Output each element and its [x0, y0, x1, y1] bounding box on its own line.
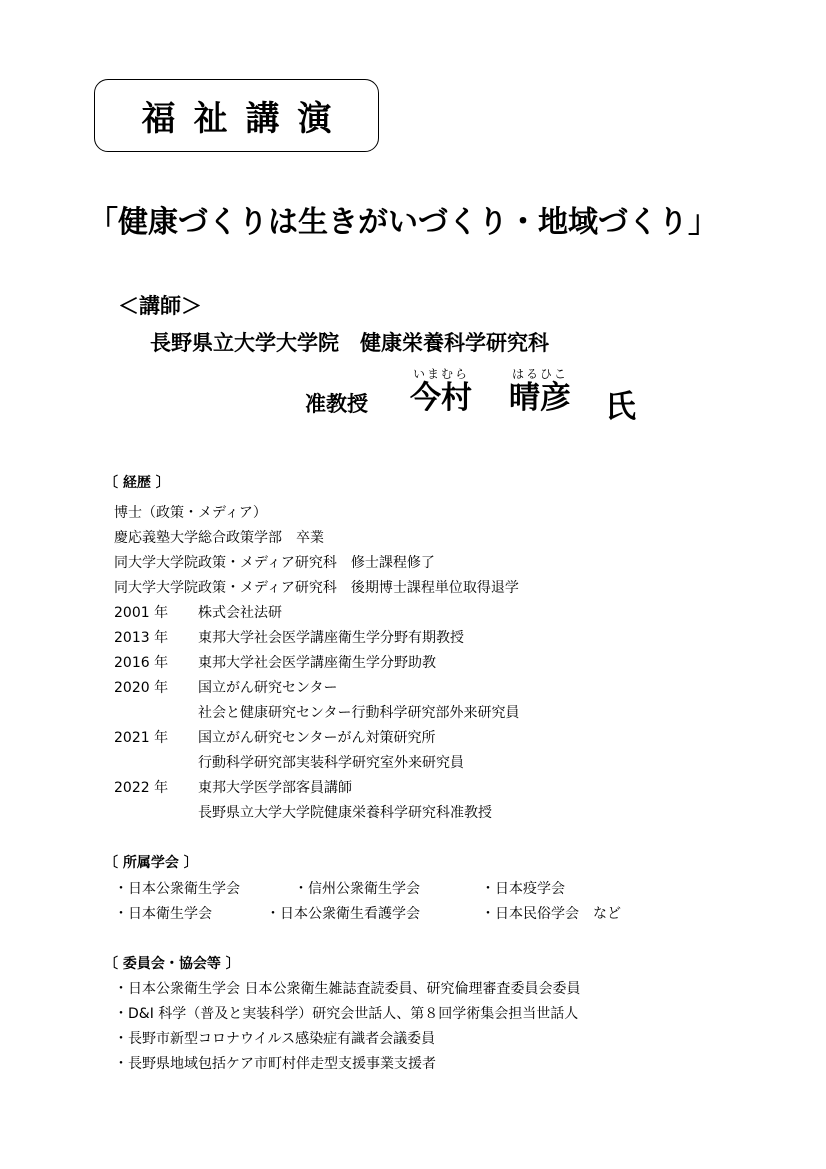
career-education-line: 同大学大学院政策・メディア研究科 修士課程修了	[114, 555, 435, 571]
career-text-continued: 行動科学研究部実装科学研究室外来研究員	[198, 755, 464, 771]
society-item: ・日本衛生学会	[114, 906, 212, 922]
header-box	[94, 79, 379, 152]
career-heading: 〔 経歴 〕	[104, 475, 170, 491]
society-item: ・信州公衆衛生学会	[294, 881, 420, 897]
committee-item: ・D&I 科学（普及と実装科学）研究会世話人、第８回学術集会担当世話人	[114, 1006, 579, 1022]
lecturer-family-name	[409, 365, 473, 415]
family-name-ruby: いまむら	[412, 367, 469, 381]
society-item: ・日本疫学会	[481, 881, 565, 897]
lecture-title: 「健康づくりは生きがいづくり・地域づくり」	[88, 205, 718, 240]
society-item: ・日本民俗学会 など	[481, 906, 621, 922]
career-text-continued: 長野県立大学大学院健康栄養科学研究科准教授	[198, 805, 492, 821]
career-text: 東邦大学社会医学講座衛生学分野有期教授	[198, 630, 464, 646]
committees-heading: 〔 委員会・協会等 〕	[104, 956, 240, 972]
career-text: 国立がん研究センターがん対策研究所	[198, 730, 436, 746]
society-item: ・日本公衆衛生学会	[114, 881, 240, 897]
career-education-line: 博士（政策・メディア）	[114, 505, 267, 521]
career-entry	[114, 777, 352, 797]
page-title: 福祉講演	[141, 99, 350, 139]
career-entry	[114, 677, 337, 697]
societies-heading: 〔 所属学会 〕	[104, 855, 198, 871]
career-year: 2016 年	[114, 655, 169, 671]
lecturer-given-name	[505, 365, 575, 415]
career-entry	[114, 627, 464, 647]
given-name-ruby: はるひこ	[511, 367, 568, 381]
committee-item: ・長野県地域包括ケア市町村伴走型支援事業支援者	[114, 1056, 436, 1072]
career-year: 2022 年	[114, 780, 169, 796]
career-entry	[114, 727, 435, 747]
career-education-line: 同大学大学院政策・メディア研究科 後期博士課程単位取得退学	[114, 580, 519, 596]
committee-item: ・長野市新型コロナウイルス感染症有識者会議委員	[114, 1031, 436, 1047]
society-item: ・日本公衆衛生看護学会	[266, 906, 420, 922]
career-text-continued: 社会と健康研究センター行動科学研究部外来研究員	[198, 705, 520, 721]
career-entry	[114, 652, 436, 672]
committee-item: ・日本公衆衛生学会 日本公衆衛生雑誌査読委員、研究倫理審査委員会委員	[114, 981, 581, 997]
career-education-line: 慶応義塾大学総合政策学部 卒業	[114, 530, 324, 546]
career-text: 株式会社法研	[198, 605, 282, 621]
family-name-text: 今村	[410, 380, 472, 416]
career-year: 2020 年	[114, 680, 169, 696]
career-text: 東邦大学医学部客員講師	[198, 780, 352, 796]
lecturer-honorific: 氏	[605, 389, 636, 425]
lecturer-heading: ＜講師＞	[118, 294, 202, 318]
career-year: 2001 年	[114, 605, 169, 621]
career-text: 東邦大学社会医学講座衛生学分野助教	[198, 655, 436, 671]
career-text: 国立がん研究センター	[198, 680, 338, 696]
lecturer-position: 准教授	[305, 392, 368, 416]
given-name-text: 晴彦	[509, 380, 571, 416]
lecturer-affiliation: 長野県立大学大学院 健康栄養科学研究科	[150, 331, 549, 355]
career-year: 2013 年	[114, 630, 169, 646]
career-year: 2021 年	[114, 730, 169, 746]
career-entry	[114, 602, 282, 622]
